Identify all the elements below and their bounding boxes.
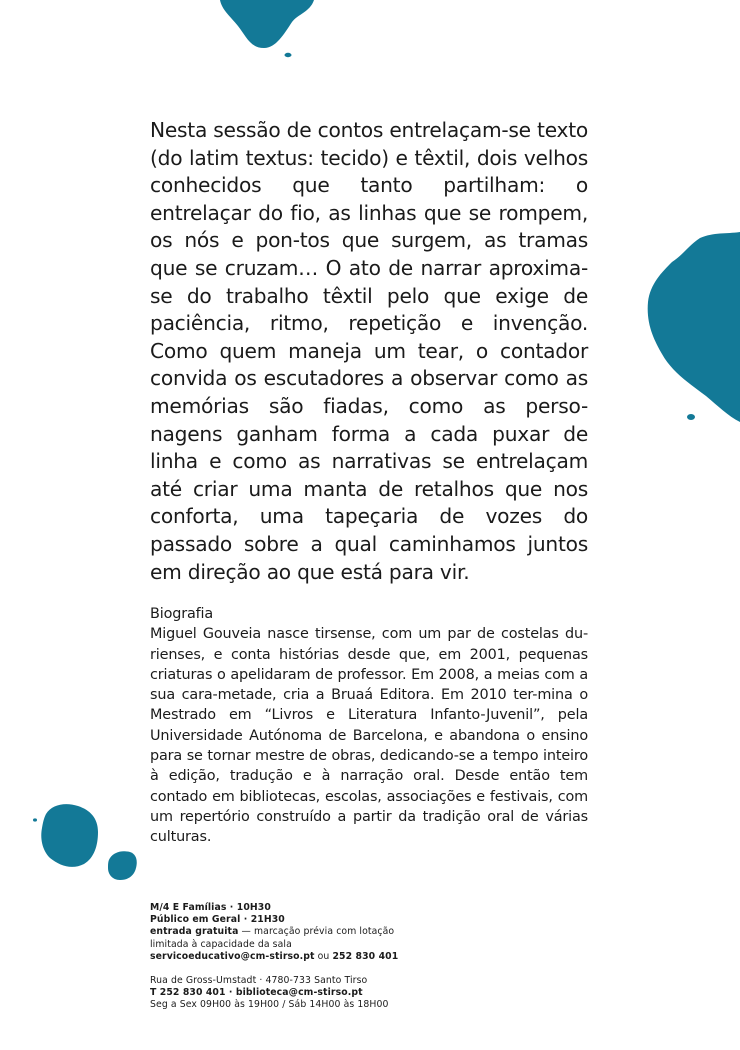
library-address: Rua de Gross-Umstadt · 4780-733 Santo Tirso	[150, 975, 368, 987]
library-contact	[150, 987, 450, 999]
ink-drop-small	[33, 818, 37, 821]
session-general	[150, 914, 450, 926]
info-spacer	[150, 963, 450, 975]
small-ink-blob-shape	[108, 851, 137, 880]
session-general-text: Público em Geral · 21H30	[150, 914, 285, 926]
right-ink-blob-shape	[648, 232, 740, 422]
bottom-left-ink-blob-shape	[41, 804, 98, 867]
entry-booking-text: — marcação prévia com lotação	[238, 926, 395, 938]
library-contact-text[interactable]: T 252 830 401 · biblioteca@cm-stirso.pt	[150, 987, 363, 999]
entry-capacity: limitada à capacidade da sala	[150, 938, 292, 950]
top-ink-blob-shape	[220, 0, 314, 48]
session-description: Nesta sessão de contos entrelaçam-se texto (do latim textus: tecido) e têxtil, dois velhos conhecidos que tanto partilham: o entrelaçar do fio, as linhas que se rompem, os nós e pon-tos que surgem, as tramas que se cruzam… O ato de narrar aproxima-se do trabalho têxtil pelo que exige de paciência, ritmo, repetição e invenção. Como quem maneja um tear, o contador convida os escutadores a observar como as memórias são fiadas, como as perso-nagens ganham forma a cada puxar de linha e como as narrativas se entrelaçam até criar uma manta de retalhos que nos conforta, uma tapeçaria de vozes do passado sobre a qual caminhamos juntos em direção ao que está para vir.	[150, 118, 588, 584]
contact-or: ou	[314, 950, 333, 962]
right-ink-blob	[644, 228, 740, 428]
session-families-text: M/4 E Famílias · 10H30	[150, 902, 271, 913]
entry-info	[150, 926, 450, 938]
session-families	[150, 902, 450, 914]
contact-email-link[interactable]: servicoeducativo@cm-stirso.pt	[150, 950, 315, 962]
contact-line	[150, 951, 450, 963]
right-ink-drop	[687, 414, 695, 420]
top-ink-drop	[285, 53, 292, 57]
contact-phone[interactable]: 252 830 401	[332, 950, 399, 962]
biography-title: Biografia	[150, 606, 214, 622]
top-ink-blob	[218, 0, 318, 62]
bottom-left-ink-blob	[30, 798, 142, 884]
library-hours: Seg a Sex 09H00 às 19H00 / Sáb 14H00 às 18H00	[150, 999, 389, 1011]
entry-free-label: entrada gratuita	[150, 926, 239, 938]
event-info	[150, 902, 450, 1012]
biography-section	[150, 604, 588, 848]
biography-body: Miguel Gouveia nasce tirsense, com um par de costelas du-rienses, e conta histórias desde que, em 2001, pequenas criaturas o apelidaram de professor. Em 2008, a meias com a sua cara-metade, cria a Bruaá Editora. Em 2010 ter-mina o Mestrado em “Livros e Literatura Infanto-Juvenil”, pela Universidade Autónoma de Barcelona, e abandona o ensino para se tornar mestre de obras, dedicando-se a tempo inteiro à edição, tradução e à narração oral. Desde então tem contado em bibliotecas, escolas, associações e festivais, com um repertório construído a partir da tradição oral de várias culturas.	[150, 626, 588, 846]
